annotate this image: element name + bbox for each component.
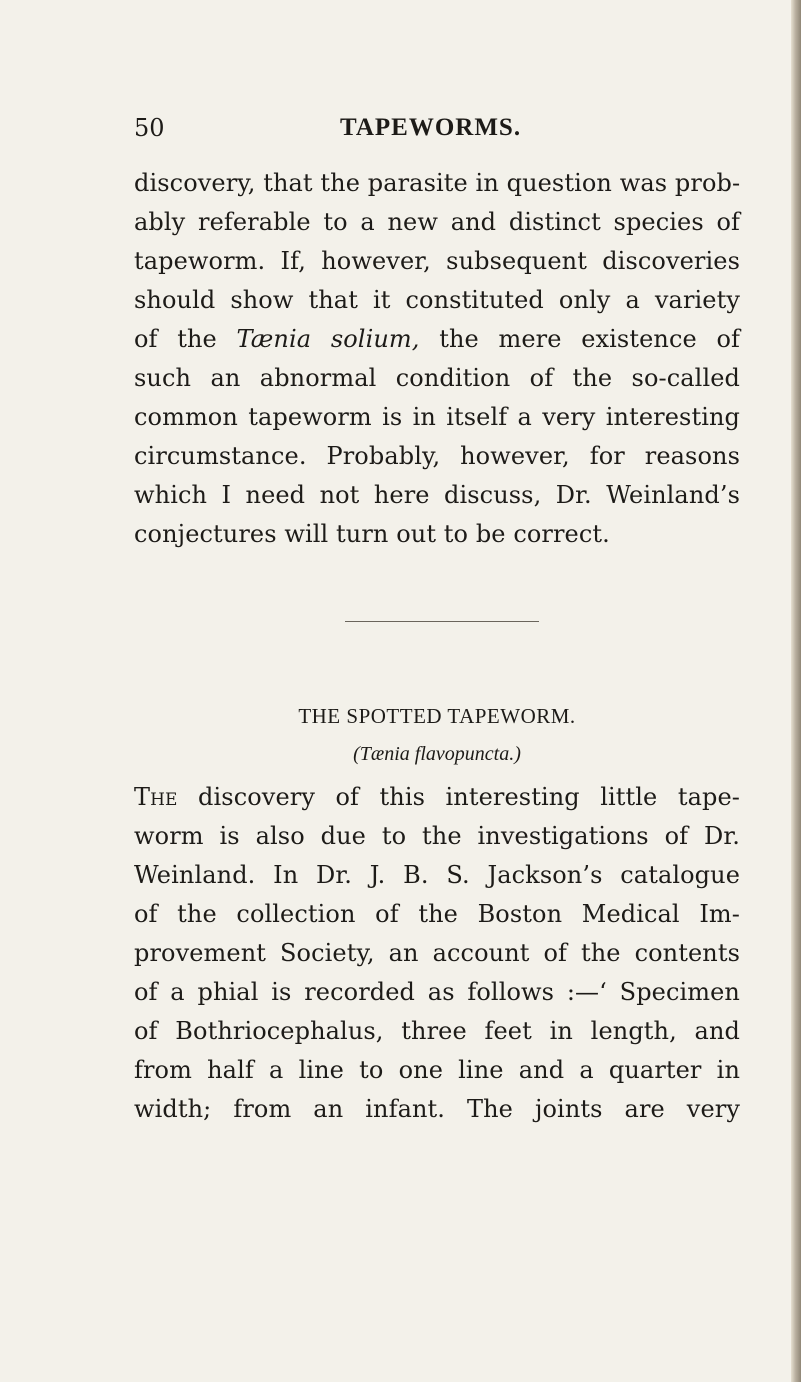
text-line: from half a line to one line and a quarter in xyxy=(134,1056,740,1084)
section-divider xyxy=(345,621,539,622)
text-line: conjectures will turn out to be correct. xyxy=(134,520,610,548)
text-line: which I need not here discuss, Dr. Weinland’s xyxy=(134,481,740,509)
section-subheading xyxy=(134,741,740,767)
text-line: worm is also due to the investigations of Dr. xyxy=(134,822,740,850)
text-line-with-species xyxy=(134,320,740,359)
first-word: The xyxy=(134,783,178,811)
text-fragment: discovery of this interesting little tape- xyxy=(177,783,740,811)
page-number: 50 xyxy=(134,114,165,142)
species-name: Tænia solium, xyxy=(236,325,420,353)
page-edge-shadow xyxy=(791,0,801,1382)
species-name: Tænia flavopuncta. xyxy=(359,743,515,765)
page-header xyxy=(134,108,754,148)
running-title: TAPEWORMS. xyxy=(340,114,522,141)
paragraph-two xyxy=(134,778,740,1129)
text-line: provement Society, an account of the contents xyxy=(134,939,740,967)
text-line: ably referable to a new and distinct species of xyxy=(134,208,740,236)
text-line: width; from an infant. The joints are very xyxy=(134,1095,740,1123)
text-line: of a phial is recorded as follows :—‘ Specimen xyxy=(134,978,740,1006)
text-line: should show that it constituted only a variety xyxy=(134,286,740,314)
text-line: tapeworm. If, however, subsequent discoveries xyxy=(134,247,740,275)
text-line: circumstance. Probably, however, for reasons xyxy=(134,442,740,470)
text-line: common tapeworm is in itself a very interesting xyxy=(134,403,740,431)
text-fragment: of the xyxy=(134,325,237,353)
text-line: discovery, that the parasite in question was prob- xyxy=(134,169,741,197)
paragraph-one xyxy=(134,164,740,554)
text-line: of the collection of the Boston Medical Im- xyxy=(134,900,740,928)
text-line: of Bothriocephalus, three feet in length, and xyxy=(134,1017,740,1045)
text-line: Weinland. In Dr. J. B. S. Jackson’s catalogue xyxy=(134,861,740,889)
text-line-first xyxy=(134,778,740,817)
paren-open: ( xyxy=(353,743,360,765)
section-heading: THE SPOTTED TAPEWORM. xyxy=(298,704,576,728)
text-line: such an abnormal condition of the so-called xyxy=(134,364,740,392)
paren-close: ) xyxy=(514,743,521,765)
text-fragment: the mere existence of xyxy=(419,325,740,353)
